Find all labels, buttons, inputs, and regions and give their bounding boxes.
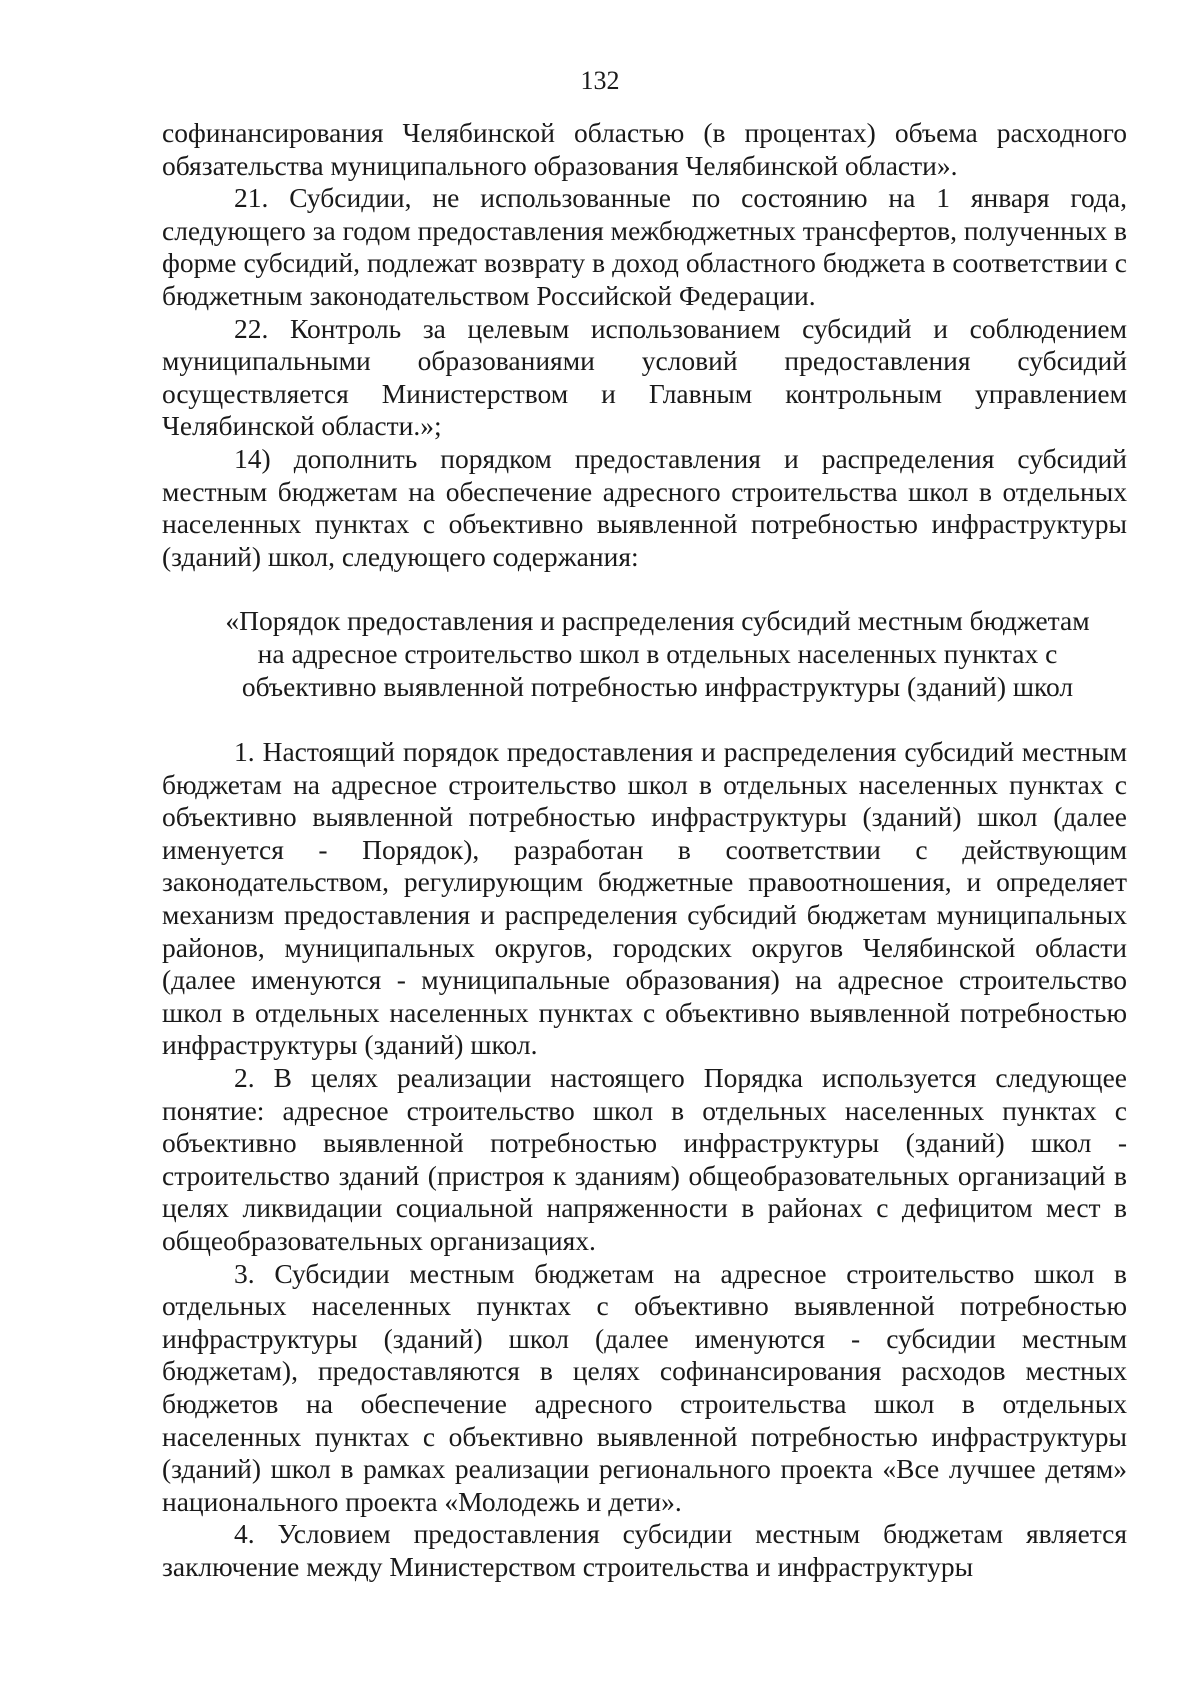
paragraph-item-1: 1. Настоящий порядок предоставления и распределения субсидий местным бюджетам на адресное строительство школ в отдельных населенных пунктах с объективно выявленной потребностью инфраструктуры (зданий) школ (далее именуется - Порядок), разработан в соответствии с действующим законодательством, регулирующим бюджетные правоотношения, и определяет механизм предоставления и распределения субсидий бюджетам муниципальных районов, муниципальных округов, городских округов Челябинской области (далее именуются - муниципальные образования) на адресное строительство школ в отдельных населенных пунктах с объективно выявленной потребностью инфраструктуры (зданий) школ.: [162, 736, 1127, 1061]
section-title: [162, 605, 1127, 703]
paragraph-item-3: 3. Субсидии местным бюджетам на адресное строительство школ в отдельных населенных пунктах с объективно выявленной потребностью инфраструктуры (зданий) школ (далее именуются - субсидии местным бюджетам), предоставляются в целях софинансирования расходов местных бюджетов на обеспечение адресного строительства школ в отдельных населенных пунктах с объективно выявленной потребностью инфраструктуры (зданий) школ в рамках реализации регионального проекта «Все лучшее детям» национального проекта «Молодежь и дети».: [162, 1257, 1127, 1517]
page-number: 132: [580, 66, 620, 95]
document-body: [162, 117, 1127, 1584]
paragraph-item-21: 21. Субсидии, не использованные по состоянию на 1 января года, следующего за годом предоставления межбюджетных трансфертов, полученных в форме субсидий, подлежат возврату в доход областного бюджета в соответствии с бюджетным законодательством Российской Федерации.: [162, 182, 1127, 311]
section-title-line: «Порядок предоставления и распределения субсидий местным бюджетам: [225, 605, 1090, 637]
section-title-line: объективно выявленной потребностью инфраструктуры (зданий) школ: [241, 670, 1074, 702]
paragraph-item-14: 14) дополнить порядком предоставления и распределения субсидий местным бюджетам на обеспечение адресного строительства школ в отдельных населенных пунктах с объективно выявленной потребностью инфраструктуры (зданий) школ, следующего содержания:: [162, 442, 1127, 572]
paragraph-item-22: 22. Контроль за целевым использованием субсидий и соблюдением муниципальными образованиями условий предоставления субсидий осуществляется Министерством и Главным контрольным управлением Челябинской области.»;: [162, 312, 1127, 442]
paragraph-item-4: 4. Условием предоставления субсидии местным бюджетам является заключение между Министерством строительства и инфраструктуры: [162, 1518, 1127, 1582]
paragraph-item-2: 2. В целях реализации настоящего Порядка используется следующее понятие: адресное строительство школ в отдельных населенных пунктах с объективно выявленной потребностью инфраструктуры (зданий) школ - строительство зданий (пристроя к зданиям) общеобразовательных организаций в целях ликвидации социальной напряженности в районах с дефицитом мест в общеобразовательных организациях.: [162, 1062, 1127, 1256]
paragraph-continuation: софинансирования Челябинской областью (в процентах) объема расходного обязательства муниципального образования Челябинской области».: [162, 117, 1127, 181]
section-title-line: на адресное строительство школ в отдельных населенных пунктах с: [257, 637, 1058, 669]
